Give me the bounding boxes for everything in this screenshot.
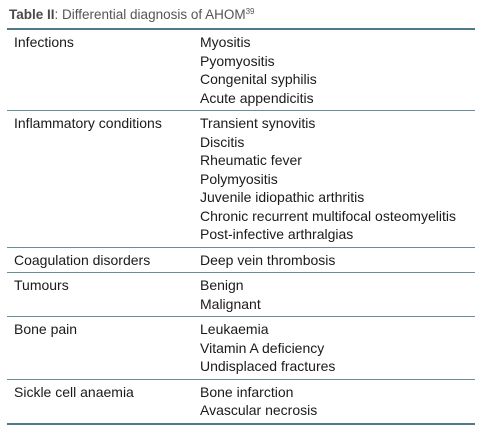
diagnosis-item: Pyomyositis xyxy=(200,52,275,69)
caption-label: Table II xyxy=(9,7,55,22)
diagnosis-item: Vitamin A deficiency xyxy=(200,339,325,356)
table-body xyxy=(7,30,475,425)
diagnosis-item: Avascular necrosis xyxy=(200,402,318,418)
diagnosis-list-cell xyxy=(200,320,475,376)
diagnosis-item: Discitis xyxy=(200,133,245,150)
diagnosis-item: Deep vein thrombosis xyxy=(200,251,336,268)
category-cell: Tumours xyxy=(14,277,69,293)
table-caption xyxy=(7,6,475,28)
diagnosis-item: Polymyositis xyxy=(200,170,278,187)
diagnosis-item: Acute appendicitis xyxy=(200,89,314,106)
diagnosis-item: Post-infective arthralgias xyxy=(200,226,354,242)
diagnosis-item: Undisplaced fractures xyxy=(200,358,336,374)
diagnosis-item: Chronic recurrent multifocal osteomyelitis xyxy=(200,207,456,224)
diagnosis-list-cell xyxy=(200,276,475,313)
differential-diagnosis-table xyxy=(7,0,475,425)
table-row xyxy=(7,248,475,274)
category-cell: Sickle cell anaemia xyxy=(14,383,134,400)
diagnosis-list-cell xyxy=(200,33,475,107)
table-row xyxy=(7,380,475,425)
table-row xyxy=(7,30,475,111)
diagnosis-list-cell xyxy=(200,251,475,270)
caption-reference: 39 xyxy=(245,7,255,16)
category-cell: Coagulation disorders xyxy=(14,251,151,268)
diagnosis-item: Juvenile idiopathic arthritis xyxy=(200,189,365,205)
diagnosis-item: Transient synovitis xyxy=(200,115,316,131)
category-cell: Inflammatory conditions xyxy=(14,115,162,131)
category-cell: Infections xyxy=(14,34,74,50)
table-row xyxy=(7,273,475,317)
diagnosis-item: Benign xyxy=(200,277,244,293)
diagnosis-list-cell xyxy=(200,383,475,420)
diagnosis-item: Malignant xyxy=(200,295,261,312)
diagnosis-item: Rheumatic fever xyxy=(200,152,302,168)
caption-text: : Differential diagnosis of AHOM xyxy=(54,7,246,22)
diagnosis-item: Bone infarction xyxy=(200,383,294,400)
table-row xyxy=(7,111,475,248)
table-row xyxy=(7,317,475,380)
category-cell: Bone pain xyxy=(14,321,78,337)
diagnosis-item: Congenital syphilis xyxy=(200,71,317,87)
diagnosis-item: Myositis xyxy=(200,34,251,50)
diagnosis-item: Leukaemia xyxy=(200,321,269,337)
diagnosis-list-cell xyxy=(200,114,475,244)
